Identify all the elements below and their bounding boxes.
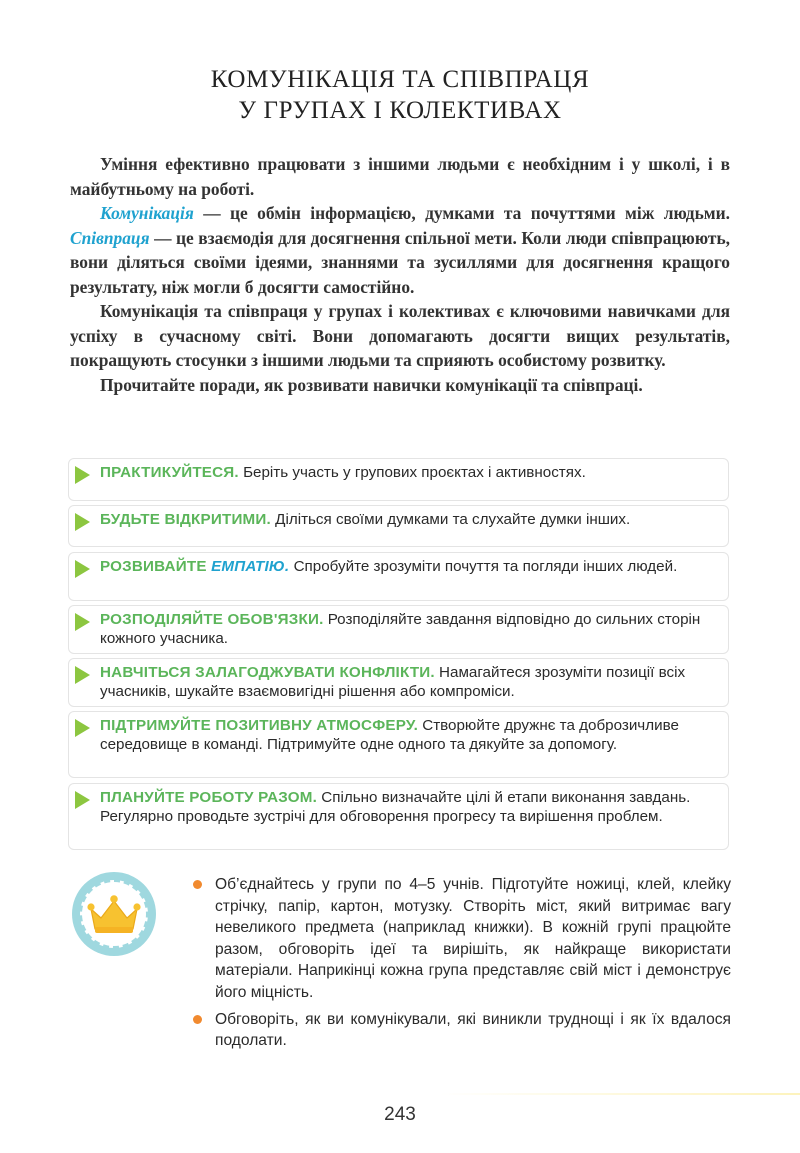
crown-icon	[82, 882, 146, 946]
page-number: 243	[384, 1104, 416, 1125]
tip-text: Спільно визначайте цілі й етапи виконання завдань. Регулярно проводьте зустрічі для обговорення прогресу та вирішення проблем.	[100, 789, 691, 825]
tip-plan-together	[68, 783, 729, 850]
intro-paragraph-4: Прочитайте поради, як розвивати навички комунікації та співпраці.	[100, 374, 643, 395]
intro-paragraph-2-text-2: — це взаємодія для досягнення спільної мети. Коли люди співпрацюють, вони діляться своїми ідеями, знаннями та зусиллями для досягнення кращого результату, ніж могли б досягти самостійно.	[70, 227, 730, 297]
arrow-icon	[75, 560, 90, 578]
bullet-icon	[193, 880, 202, 889]
tip-text: Намагайтеся зрозуміти позиції всіх учасників, шукайте взаємовигідні рішення або компроміси.	[100, 664, 686, 700]
tip-heading: ПІДТРИМУЙТЕ ПОЗИТИВНУ АТМОСФЕРУ.	[100, 717, 418, 734]
tip-share-duties	[68, 605, 729, 654]
task-badge-inner	[80, 880, 148, 948]
arrow-icon	[75, 719, 90, 737]
intro-paragraph-1: Уміння ефективно працювати з іншими людьми є необхідним і у школі, і в майбутньому на роботі.	[70, 154, 730, 199]
term-communication: Комунікація	[100, 203, 194, 223]
tip-text: Спробуйте зрозуміти почуття та погляди інших людей.	[289, 558, 678, 575]
intro-paragraph-3: Комунікація та співпраця у групах і колективах є ключовими навичками для успіху в сучасному світі. Вони допомагають досягти вищих результатів, покращують стосунки з іншими людьми та сприяють особистому розвитку.	[70, 301, 730, 370]
tip-practice	[68, 458, 729, 501]
tip-heading: РОЗВИВАЙТЕ	[100, 558, 212, 575]
task-text: Обговоріть, як ви комунікували, які виникли труднощі і як їх вдалося подолати.	[215, 1010, 731, 1050]
tip-heading: ПРАКТИКУЙТЕСЯ.	[100, 464, 239, 481]
task-list	[190, 874, 731, 1057]
tip-heading: РОЗПОДІЛЯЙТЕ ОБОВ'ЯЗКИ.	[100, 611, 324, 628]
title-line-2: У ГРУПАХ І КОЛЕКТИВАХ	[238, 97, 562, 124]
tip-heading: ПЛАНУЙТЕ РОБОТУ РАЗОМ.	[100, 789, 318, 806]
tip-heading-emphasis: ЕМПАТІЮ.	[211, 558, 290, 575]
tip-be-open	[68, 505, 729, 547]
arrow-icon	[75, 466, 90, 484]
arrow-icon	[75, 613, 90, 631]
title-line-1: КОМУНІКАЦІЯ ТА СПІВПРАЦЯ	[210, 66, 590, 93]
task-item-2	[190, 1009, 731, 1052]
tip-text: Створюйте дружнє та доброзичливе середовище в команді. Підтримуйте одне одного та дякуйте за допомогу.	[100, 717, 679, 753]
task-text: Об’єднайтесь у групи по 4–5 учнів. Підготуйте ножиці, клей, клейку стрічку, папір, картон, мотузку. Створіть міст, який витримає вагу невеликого предмета (наприклад книжки). В кожній групі працюйте разом, обговоріть ідеї та вирішіть, як найкраще використати матеріали. Наприкінці кожна група представляє свій міст і демонструє його міцність.	[215, 876, 731, 1001]
tip-empathy	[68, 552, 729, 601]
tip-text: Діліться своїми думками та слухайте думки інших.	[270, 511, 631, 528]
intro-paragraph-2	[70, 201, 730, 299]
arrow-icon	[75, 791, 90, 809]
arrow-icon	[75, 513, 90, 531]
tip-heading: БУДЬТЕ ВІДКРИТИМИ.	[100, 511, 271, 528]
term-cooperation: Співпраця	[70, 227, 150, 248]
task-item-1	[190, 874, 731, 1004]
tip-text: Розподіляйте завдання відповідно до сильних сторін кожного учасника.	[100, 611, 701, 647]
bullet-icon	[193, 1015, 202, 1024]
tip-heading: НАВЧІТЬСЯ ЗАЛАГОДЖУВАТИ КОНФЛІКТИ.	[100, 664, 435, 681]
footer-divider	[0, 1093, 800, 1095]
page-title	[0, 64, 800, 126]
arrow-icon	[75, 666, 90, 684]
task-badge	[72, 872, 156, 956]
intro-paragraph-2-text-1: — це обмін інформацією, думками та почуттями між людьми.	[193, 203, 730, 223]
tip-resolve-conflicts	[68, 658, 729, 707]
tip-positive-atmosphere	[68, 711, 729, 778]
tip-text: Беріть участь у групових проєктах і активностях.	[238, 464, 586, 481]
intro-text	[70, 152, 730, 397]
